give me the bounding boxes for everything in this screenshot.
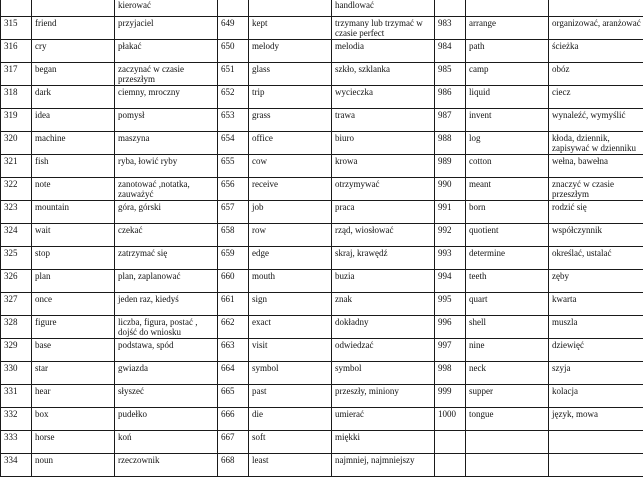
cell-polish: maszyna — [115, 132, 218, 155]
cell-english: row — [249, 224, 332, 247]
cell-number: 318 — [1, 86, 32, 109]
table-row — [1, 408, 643, 431]
cell-polish: wełna, bawełna — [549, 155, 643, 178]
cell-english: least — [249, 454, 332, 477]
cell-english: determine — [466, 247, 549, 270]
cell-number: 660 — [218, 270, 249, 293]
cell-english — [32, 0, 115, 17]
cell-english: began — [32, 63, 115, 86]
cell-number: 658 — [218, 224, 249, 247]
cell-english: horse — [32, 431, 115, 454]
cell-polish: pudełko — [115, 408, 218, 431]
cell-english: edge — [249, 247, 332, 270]
cell-english: liquid — [466, 86, 549, 109]
table-row — [1, 63, 643, 86]
cell-polish: współczynnik — [549, 224, 643, 247]
cell-polish: góra, górski — [115, 201, 218, 224]
cell-english: grass — [249, 109, 332, 132]
cell-english: neck — [466, 362, 549, 385]
cell-polish: płakać — [115, 40, 218, 63]
cell-english: plan — [32, 270, 115, 293]
cell-number: 659 — [218, 247, 249, 270]
cell-polish — [549, 454, 643, 477]
cell-english: shell — [466, 316, 549, 339]
cell-number: 1000 — [435, 408, 466, 431]
cell-number: 329 — [1, 339, 32, 362]
cell-polish: kłoda, dziennik, zapisywać w dzienniku — [549, 132, 643, 155]
cell-polish: gwiazda — [115, 362, 218, 385]
cell-number: 984 — [435, 40, 466, 63]
cell-english: once — [32, 293, 115, 316]
cell-english: idea — [32, 109, 115, 132]
cell-english: log — [466, 132, 549, 155]
cell-english: camp — [466, 63, 549, 86]
cell-english: hear — [32, 385, 115, 408]
cell-number: 320 — [1, 132, 32, 155]
cell-number: 988 — [435, 132, 466, 155]
cell-polish: przyjaciel — [115, 17, 218, 40]
cell-english: melody — [249, 40, 332, 63]
cell-polish: biuro — [332, 132, 435, 155]
cell-number: 332 — [1, 408, 32, 431]
cell-polish: najmniej, najmniejszy — [332, 454, 435, 477]
cell-number: 323 — [1, 201, 32, 224]
cell-number: 326 — [1, 270, 32, 293]
cell-english — [466, 454, 549, 477]
cell-number: 985 — [435, 63, 466, 86]
cell-polish: organizować, aranżować — [549, 17, 643, 40]
table-row — [1, 316, 643, 339]
table-row — [1, 224, 643, 247]
cell-polish: ryba, łowić ryby — [115, 155, 218, 178]
cell-english: trip — [249, 86, 332, 109]
cell-english: visit — [249, 339, 332, 362]
cell-english: exact — [249, 316, 332, 339]
cell-polish: kierować — [115, 0, 218, 17]
cell-polish: trzymany lub trzymać w czasie perfect — [332, 17, 435, 40]
cell-polish: miękki — [332, 431, 435, 454]
cell-english: receive — [249, 178, 332, 201]
cell-number: 654 — [218, 132, 249, 155]
cell-number: 983 — [435, 17, 466, 40]
cell-polish: zęby — [549, 270, 643, 293]
cell-polish: plan, zaplanować — [115, 270, 218, 293]
cell-polish: wycieczka — [332, 86, 435, 109]
table-row — [1, 40, 643, 63]
cell-number: 330 — [1, 362, 32, 385]
cell-polish: zanotować ,notatka, zauważyć — [115, 178, 218, 201]
cell-polish: język, mowa — [549, 408, 643, 431]
cell-english: supper — [466, 385, 549, 408]
cell-polish: kwarta — [549, 293, 643, 316]
cell-number: 322 — [1, 178, 32, 201]
cell-english: nine — [466, 339, 549, 362]
cell-number: 653 — [218, 109, 249, 132]
cell-english: noun — [32, 454, 115, 477]
cell-english: teeth — [466, 270, 549, 293]
cell-polish: koń — [115, 431, 218, 454]
cell-polish: szyja — [549, 362, 643, 385]
cell-number: 989 — [435, 155, 466, 178]
cell-number: 996 — [435, 316, 466, 339]
cell-english: mountain — [32, 201, 115, 224]
cell-polish: ciecz — [549, 86, 643, 109]
cell-english: cow — [249, 155, 332, 178]
cell-polish: skraj, krawędź — [332, 247, 435, 270]
cell-polish: otrzymywać — [332, 178, 435, 201]
cell-number: 668 — [218, 454, 249, 477]
cell-number: 661 — [218, 293, 249, 316]
cell-english — [249, 0, 332, 17]
cell-english: arrange — [466, 17, 549, 40]
cell-polish: praca — [332, 201, 435, 224]
cell-english: office — [249, 132, 332, 155]
cell-polish: melodia — [332, 40, 435, 63]
cell-number: 315 — [1, 17, 32, 40]
cell-polish: dokładny — [332, 316, 435, 339]
cell-english: mouth — [249, 270, 332, 293]
cell-number: 657 — [218, 201, 249, 224]
cell-number: 324 — [1, 224, 32, 247]
table-row — [1, 178, 643, 201]
cell-english: dark — [32, 86, 115, 109]
cell-english: soft — [249, 431, 332, 454]
cell-number: 986 — [435, 86, 466, 109]
cell-english: path — [466, 40, 549, 63]
cell-english: quart — [466, 293, 549, 316]
cell-polish: wynaleźć, wymyślić — [549, 109, 643, 132]
cell-number: 997 — [435, 339, 466, 362]
cell-number: 649 — [218, 17, 249, 40]
table-row — [1, 86, 643, 109]
table-row — [1, 109, 643, 132]
cell-number: 991 — [435, 201, 466, 224]
cell-number: 651 — [218, 63, 249, 86]
cell-english: sign — [249, 293, 332, 316]
cell-english: born — [466, 201, 549, 224]
cell-english — [466, 0, 549, 17]
cell-number: 999 — [435, 385, 466, 408]
cell-number — [218, 0, 249, 17]
table-row — [1, 339, 643, 362]
table-row — [1, 201, 643, 224]
table-row — [1, 247, 643, 270]
cell-english: friend — [32, 17, 115, 40]
cell-english: quotient — [466, 224, 549, 247]
cell-number: 995 — [435, 293, 466, 316]
table-row — [1, 293, 643, 316]
cell-polish — [549, 0, 643, 17]
cell-polish: muszla — [549, 316, 643, 339]
cell-english: fish — [32, 155, 115, 178]
cell-english: box — [32, 408, 115, 431]
table-row — [1, 454, 643, 477]
cell-number: 327 — [1, 293, 32, 316]
cell-polish: jeden raz, kiedyś — [115, 293, 218, 316]
cell-polish: kolacja — [549, 385, 643, 408]
cell-polish: zaczynać w czasie przeszłym — [115, 63, 218, 86]
table-row — [1, 155, 643, 178]
cell-polish: przeszły, miniony — [332, 385, 435, 408]
cell-number: 662 — [218, 316, 249, 339]
cell-number: 333 — [1, 431, 32, 454]
cell-english: die — [249, 408, 332, 431]
cell-polish: zatrzymać się — [115, 247, 218, 270]
cell-english: tongue — [466, 408, 549, 431]
cell-english: invent — [466, 109, 549, 132]
cell-polish: trawa — [332, 109, 435, 132]
cell-number: 665 — [218, 385, 249, 408]
cell-number: 652 — [218, 86, 249, 109]
cell-english: kept — [249, 17, 332, 40]
cell-polish: znaczyć w czasie przeszłym — [549, 178, 643, 201]
cell-number: 994 — [435, 270, 466, 293]
cell-number: 334 — [1, 454, 32, 477]
table-row — [1, 362, 643, 385]
table-row — [1, 17, 643, 40]
cell-polish: ścieżka — [549, 40, 643, 63]
cell-english: wait — [32, 224, 115, 247]
table-row — [1, 385, 643, 408]
cell-polish: krowa — [332, 155, 435, 178]
cell-english: machine — [32, 132, 115, 155]
cell-english: cotton — [466, 155, 549, 178]
cell-english: stop — [32, 247, 115, 270]
cell-polish: obóz — [549, 63, 643, 86]
cell-number: 987 — [435, 109, 466, 132]
cell-polish: podstawa, spód — [115, 339, 218, 362]
cell-polish: rząd, wiosłować — [332, 224, 435, 247]
cell-number: 655 — [218, 155, 249, 178]
cell-number: 998 — [435, 362, 466, 385]
cell-number: 656 — [218, 178, 249, 201]
cell-number — [435, 454, 466, 477]
cell-english: meant — [466, 178, 549, 201]
table-row — [1, 132, 643, 155]
cell-english: job — [249, 201, 332, 224]
cell-number: 650 — [218, 40, 249, 63]
cell-polish: czekać — [115, 224, 218, 247]
cell-polish: handlować — [332, 0, 435, 17]
cell-polish: ciemny, mroczny — [115, 86, 218, 109]
cell-polish: słyszeć — [115, 385, 218, 408]
table-row — [1, 270, 643, 293]
cell-english: base — [32, 339, 115, 362]
cell-number: 663 — [218, 339, 249, 362]
cell-polish: dziewięć — [549, 339, 643, 362]
cell-number: 319 — [1, 109, 32, 132]
cell-english: symbol — [249, 362, 332, 385]
cell-polish: znak — [332, 293, 435, 316]
cell-number — [1, 0, 32, 17]
table-row-continued — [1, 0, 643, 17]
cell-english: past — [249, 385, 332, 408]
cell-number: 328 — [1, 316, 32, 339]
cell-polish: liczba, figura, postać , dojść do wniosku — [115, 316, 218, 339]
cell-polish: rodzić się — [549, 201, 643, 224]
cell-number: 993 — [435, 247, 466, 270]
cell-polish: symbol — [332, 362, 435, 385]
cell-polish: szkło, szklanka — [332, 63, 435, 86]
cell-english: note — [32, 178, 115, 201]
cell-polish: rzeczownik — [115, 454, 218, 477]
cell-polish: buzia — [332, 270, 435, 293]
cell-number: 325 — [1, 247, 32, 270]
cell-polish: odwiedzać — [332, 339, 435, 362]
cell-number: 667 — [218, 431, 249, 454]
cell-english: star — [32, 362, 115, 385]
cell-polish: umierać — [332, 408, 435, 431]
cell-english: cry — [32, 40, 115, 63]
cell-number: 316 — [1, 40, 32, 63]
vocabulary-table-body — [1, 0, 643, 477]
cell-english: figure — [32, 316, 115, 339]
cell-number: 992 — [435, 224, 466, 247]
cell-polish: określać, ustalać — [549, 247, 643, 270]
cell-number: 990 — [435, 178, 466, 201]
cell-english: glass — [249, 63, 332, 86]
cell-polish: pomysł — [115, 109, 218, 132]
cell-number — [435, 0, 466, 17]
cell-number: 666 — [218, 408, 249, 431]
cell-number: 321 — [1, 155, 32, 178]
cell-number: 664 — [218, 362, 249, 385]
cell-number: 331 — [1, 385, 32, 408]
cell-number: 317 — [1, 63, 32, 86]
